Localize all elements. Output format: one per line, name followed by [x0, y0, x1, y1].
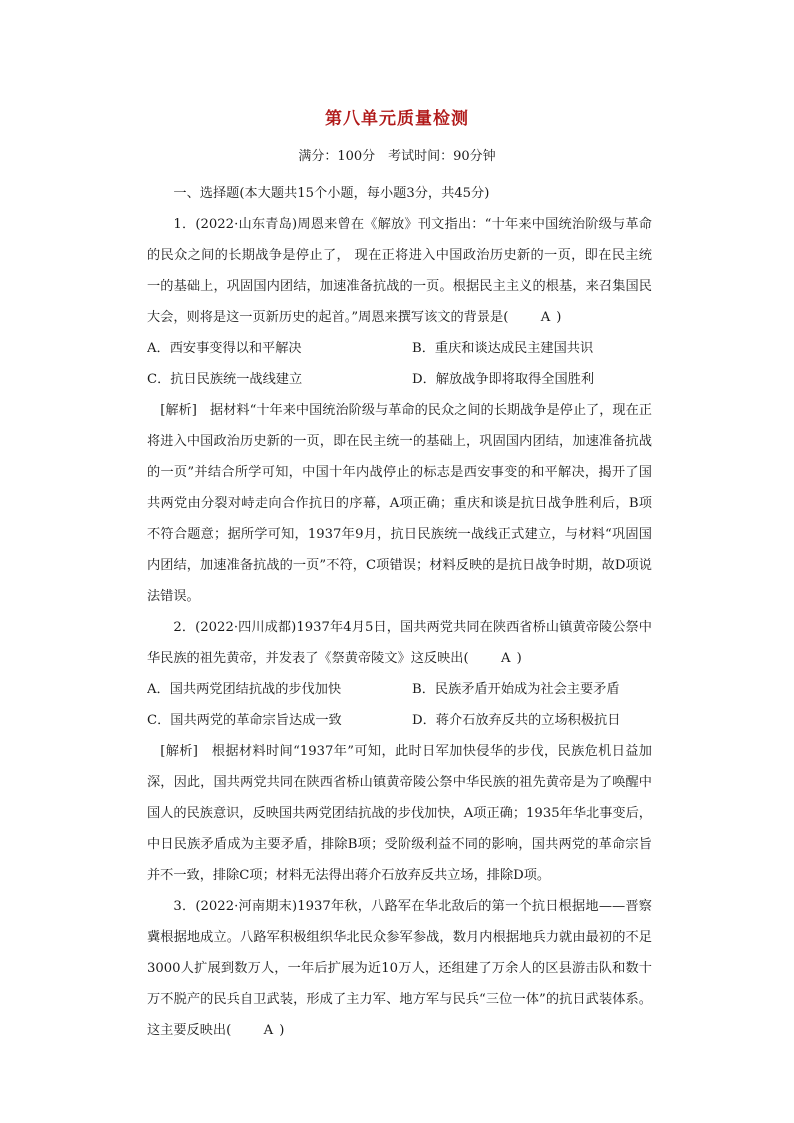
- question-3-answer: A: [263, 1023, 274, 1038]
- question-2-options: [147, 674, 652, 736]
- question-2-stem: 2．(2022·四川成都)1937年4月5日，国共两党共同在陕西省桥山镇黄帝陵公祭中华民族的祖先黄帝，并发表了《祭黄帝陵文》这反映出( A ): [147, 612, 652, 674]
- content: [147, 178, 652, 1046]
- question-2-answer: A: [501, 651, 511, 666]
- question-1-options: [147, 333, 652, 395]
- question-3-stem: 3．(2022·河南期末)1937年秋，八路军在华北敌后的第一个抗日根据地——晋察冀根据地成立。八路军积极组织华北民众参军参战，数月内根据地兵力就由最初的不足3000人扩展到数万人，一年后扩展为近10万人，还组建了万余人的区县游击队和数十万不脱产的民兵自卫武装，形成了主力军、地方军与民兵“三位一体”的抗日武装体系。这主要反映出( A ): [147, 891, 652, 1046]
- question-1-stem: 1．(2022·山东青岛)周恩来曾在《解放》刊文指出：“十年来中国统治阶级与革命的民众之间的长期战争是停止了， 现在正将进入中国政治历史新的一页，即在民主统一的基础上，巩固国内团结，加速准备抗战的一页。根据民主主义的根基，来召集国民大会，则将是这一页新历史的起首。”周恩来撰写该文的背景是( A ): [147, 209, 652, 333]
- option-c: C．抗日民族统一战线建立: [147, 372, 303, 387]
- question-1-analysis: [解析] 据材料“十年来中国统治阶级与革命的民众之间的长期战争是停止了，现在正将进入中国政治历史新的一页，即在民主统一的基础上，巩固国内团结，加速准备抗战的一页”并结合所学可知，中国十年内战停止的标志是西安事变的和平解决，揭开了国共两党由分裂对峙走向合作抗日的序幕，A项正确；重庆和谈是抗日战争胜利后，B项不符合题意；据所学可知，1937年9月，抗日民族统一战线正式建立，与材料“巩固国内团结，加速准备抗战的一页”不符，C项错误；材料反映的是抗日战争时期，故D项说法错误。: [147, 403, 652, 604]
- option-a: A．国共两党团结抗战的步伐加快: [147, 682, 342, 697]
- question-1-answer: A: [540, 310, 551, 325]
- section-heading: 一、选择题(本大题共15个小题，每小题3分，共45分): [173, 186, 490, 201]
- option-b: B．重庆和谈达成民主建国共识: [412, 341, 594, 356]
- question-2-analysis: [解析] 根据材料时间“1937年”可知，此时日军加快侵华的步伐，民族危机日益加深，因此，国共两党共同在陕西省桥山镇黄帝陵公祭中华民族的祖先黄帝是为了唤醒中国人的民族意识，反映国共两党团结抗战的步伐加快，A项正确；1935年华北事变后，中日民族矛盾成为主要矛盾，排除B项；受阶级利益不同的影响，国共两党的革命宗旨并不一致，排除C项；材料无法得出蒋介石放弃反共立场，排除D项。: [147, 744, 652, 883]
- page-title: 第八单元质量检测: [325, 109, 469, 129]
- option-b: B．民族矛盾开始成为社会主要矛盾: [412, 682, 620, 697]
- exam-meta: 满分：100分 考试时间：90分钟: [298, 149, 496, 164]
- option-d: D．蒋介石放弃反共的立场积极抗日: [412, 713, 621, 728]
- option-a: A．西安事变得以和平解决: [147, 341, 302, 356]
- option-c: C．国共两党的革命宗旨达成一致: [147, 713, 342, 728]
- option-d: D．解放战争即将取得全国胜利: [412, 372, 595, 387]
